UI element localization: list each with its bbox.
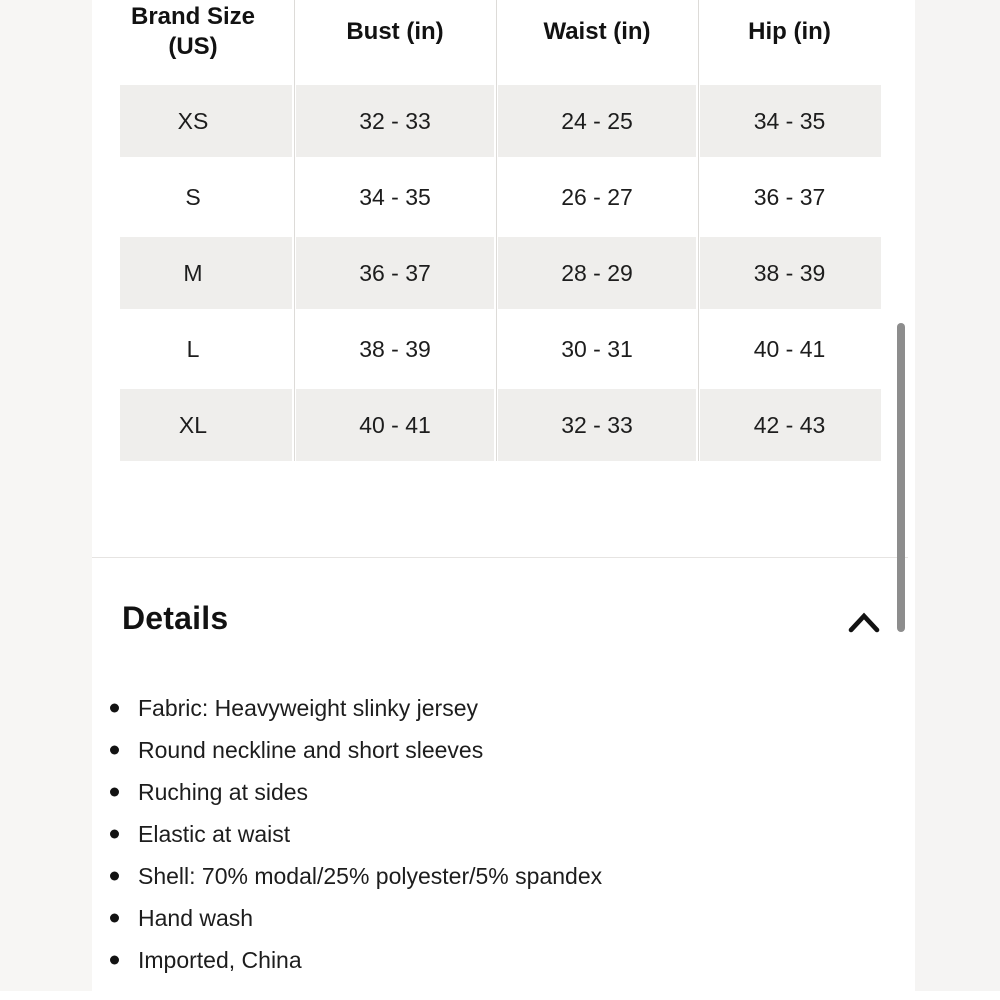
cell-bust: 32 - 33 — [294, 85, 496, 157]
column-header-hip: Hip (in) — [748, 18, 831, 45]
list-item: Fabric: Heavyweight slinky jersey — [92, 687, 892, 729]
table-row-xs — [92, 85, 881, 157]
cell-waist: 28 - 29 — [496, 237, 698, 309]
cell-size: XS — [92, 85, 294, 157]
chevron-up-icon[interactable] — [847, 611, 881, 635]
list-item: Round neckline and short sleeves — [92, 729, 892, 771]
cell-hip: 42 - 43 — [698, 389, 881, 461]
page-left-margin — [0, 0, 92, 991]
details-title: Details — [122, 600, 229, 636]
details-list — [92, 687, 892, 981]
cell-size: XL — [92, 389, 294, 461]
cell-bust: 36 - 37 — [294, 237, 496, 309]
column-divider — [294, 0, 295, 461]
cell-waist: 32 - 33 — [496, 389, 698, 461]
cell-bust: 40 - 41 — [294, 389, 496, 461]
cell-waist: 30 - 31 — [561, 335, 633, 362]
list-item: Imported, China — [92, 939, 892, 981]
table-row-l — [92, 313, 881, 385]
column-divider — [698, 0, 699, 461]
table-row-s — [92, 161, 881, 233]
list-item: Elastic at waist — [92, 813, 892, 855]
cell-hip: 36 - 37 — [753, 183, 826, 210]
cell-size: M — [92, 237, 294, 309]
table-header-row — [92, 0, 881, 85]
section-divider — [92, 557, 908, 558]
column-divider — [496, 0, 497, 461]
cell-bust: 38 - 39 — [359, 335, 431, 362]
list-item: Ruching at sides — [92, 771, 892, 813]
cell-size: S — [185, 183, 201, 210]
column-header-bust: Bust (in) — [346, 18, 444, 45]
column-header-waist: Waist (in) — [543, 18, 651, 45]
cell-size: L — [186, 335, 200, 362]
cell-waist: 26 - 27 — [561, 183, 633, 210]
cell-hip: 34 - 35 — [698, 85, 881, 157]
table-row-m — [92, 237, 881, 309]
details-accordion-header[interactable] — [92, 598, 908, 642]
column-header-brand-size: Brand Size (US) — [130, 3, 256, 60]
vertical-scrollbar-thumb[interactable] — [897, 323, 905, 632]
list-item: Shell: 70% modal/25% polyester/5% spandex — [92, 855, 892, 897]
cell-hip: 38 - 39 — [698, 237, 881, 309]
list-item: Hand wash — [92, 897, 892, 939]
page-right-margin — [915, 0, 1000, 991]
cell-bust: 34 - 35 — [359, 183, 431, 210]
cell-hip: 40 - 41 — [753, 335, 826, 362]
size-chart-table — [92, 0, 881, 461]
cell-waist: 24 - 25 — [496, 85, 698, 157]
table-row-xl — [92, 389, 881, 461]
